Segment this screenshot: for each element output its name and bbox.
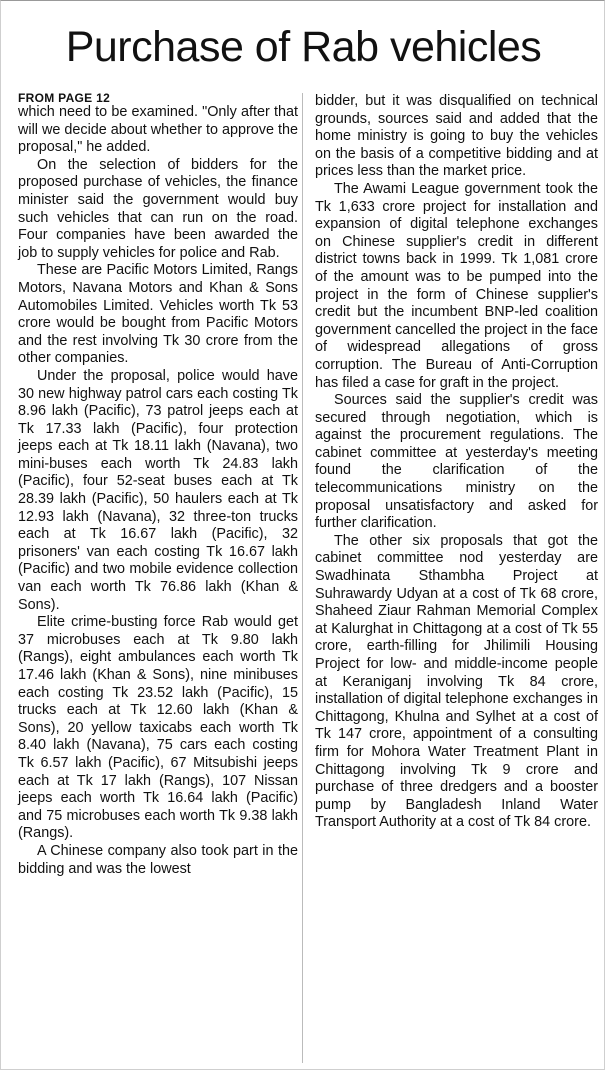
paragraph: The Awami League government took the Tk 1,633 crore project for installation and expansion of digital telephone exchanges on Chinese supplier's credit in different district towns back in 1999. Tk 1,081 crore of the amount was to be pumped into the project in the form of Chinese supplier's credit but the incumbent BNP-led coalition government cancelled the project in the face of widespread allegations of gross corruption. The Bureau of Anti-Corruption has filed a case for graft in the project. <box>315 180 598 391</box>
left-column <box>18 93 303 1063</box>
headline: Purchase of Rab vehicles <box>65 23 542 71</box>
paragraph-continued: which need to be examined. "Only after that will we decide about whether to approve the proposal," he added. <box>18 104 298 156</box>
paragraph-continued: bidder, but it was disqualified on technical grounds, sources said and added that the home ministry is going to buy the vehicles on the basis of a competitive bidding and at prices less than the market price. <box>315 93 598 180</box>
continuation-dateline: FROM PAGE 12 <box>18 91 111 105</box>
paragraph: Under the proposal, police would have 30 new highway patrol cars each costing Tk 8.96 lakh (Pacific), 73 patrol jeeps each at Tk 17.33 lakh (Pacific), four protection jeeps each at Tk 18.11 lakh (Navana), two mini-buses each worth Tk 24.83 lakh (Pacific), four 52-seat buses each at Tk 28.39 lakh (Pacific), 50 haulers each at Tk 12.93 lakh (Navana), 32 three-ton trucks each at Tk 16.67 lakh (Pacific), 32 prisoners' van each costing Tk 16.67 lakh (Pacific) and two mobile evidence collection van each worth Tk 76.86 lakh (Khan & Sons). <box>18 367 298 613</box>
right-column <box>315 93 598 1063</box>
paragraph: A Chinese company also took part in the bidding and was the lowest <box>18 842 298 877</box>
paragraph: The other six proposals that got the cabinet committee nod yesterday are Swadhinata Sthambha Project at Suhrawardy Udyan at a cost of Tk 68 crore, Shaheed Ziaur Rahman Memorial Complex at Kalurghat in Chittagong at a cost of Tk 55 crore, earth-filling for Jhilimili Housing Project for low- and middle-income people at Keraniganj involving Tk 84 crore, installation of digital telephone exchanges in Chittagong, Khulna and Sylhet at a cost of Tk 147 crore, appointment of a consulting firm for Mohora Water Treatment Plant in Chittagong involving Tk 9 crore and purchase of three dredgers and a booster pump by Bangladesh Inland Water Transport Authority at a cost of Tk 84 crore. <box>315 532 598 831</box>
paragraph: On the selection of bidders for the proposed purchase of vehicles, the finance minister said the government would buy such vehicles that can run on the road. Four companies have been awarded the job to supply vehicles for police and Rab. <box>18 156 298 261</box>
paragraph: Elite crime-busting force Rab would get 37 microbuses each at Tk 9.80 lakh (Rangs), eight ambulances each worth Tk 17.46 lakh (Khan & Sons), nine minibuses each costing Tk 23.52 lakh (Pacific), 15 trucks each at Tk 12.60 lakh (Khan & Sons), 20 yellow taxicabs each worth Tk 8.40 lakh (Navana), 75 cars each costing Tk 6.57 lakh (Pacific), 67 Mitsubishi jeeps each at Tk 17 lakh (Rangs), 107 Nissan jeeps each worth Tk 16.64 lakh (Pacific) and 75 microbuses each worth Tk 9.38 lakh (Rangs). <box>18 614 298 842</box>
paragraph: These are Pacific Motors Limited, Rangs Motors, Navana Motors and Khan & Sons Automobiles Limited. Vehicles worth Tk 53 crore would be bought from Pacific Motors and the rest involving Tk 30 crore from the other companies. <box>18 262 298 367</box>
paragraph: Sources said the supplier's credit was secured through negotiation, which is against the procurement regulations. The cabinet committee at yesterday's meeting found the clarification of the telecommunications ministry on the proposal unsatisfactory and asked for further clarification. <box>315 392 598 532</box>
article-body <box>18 93 596 1063</box>
